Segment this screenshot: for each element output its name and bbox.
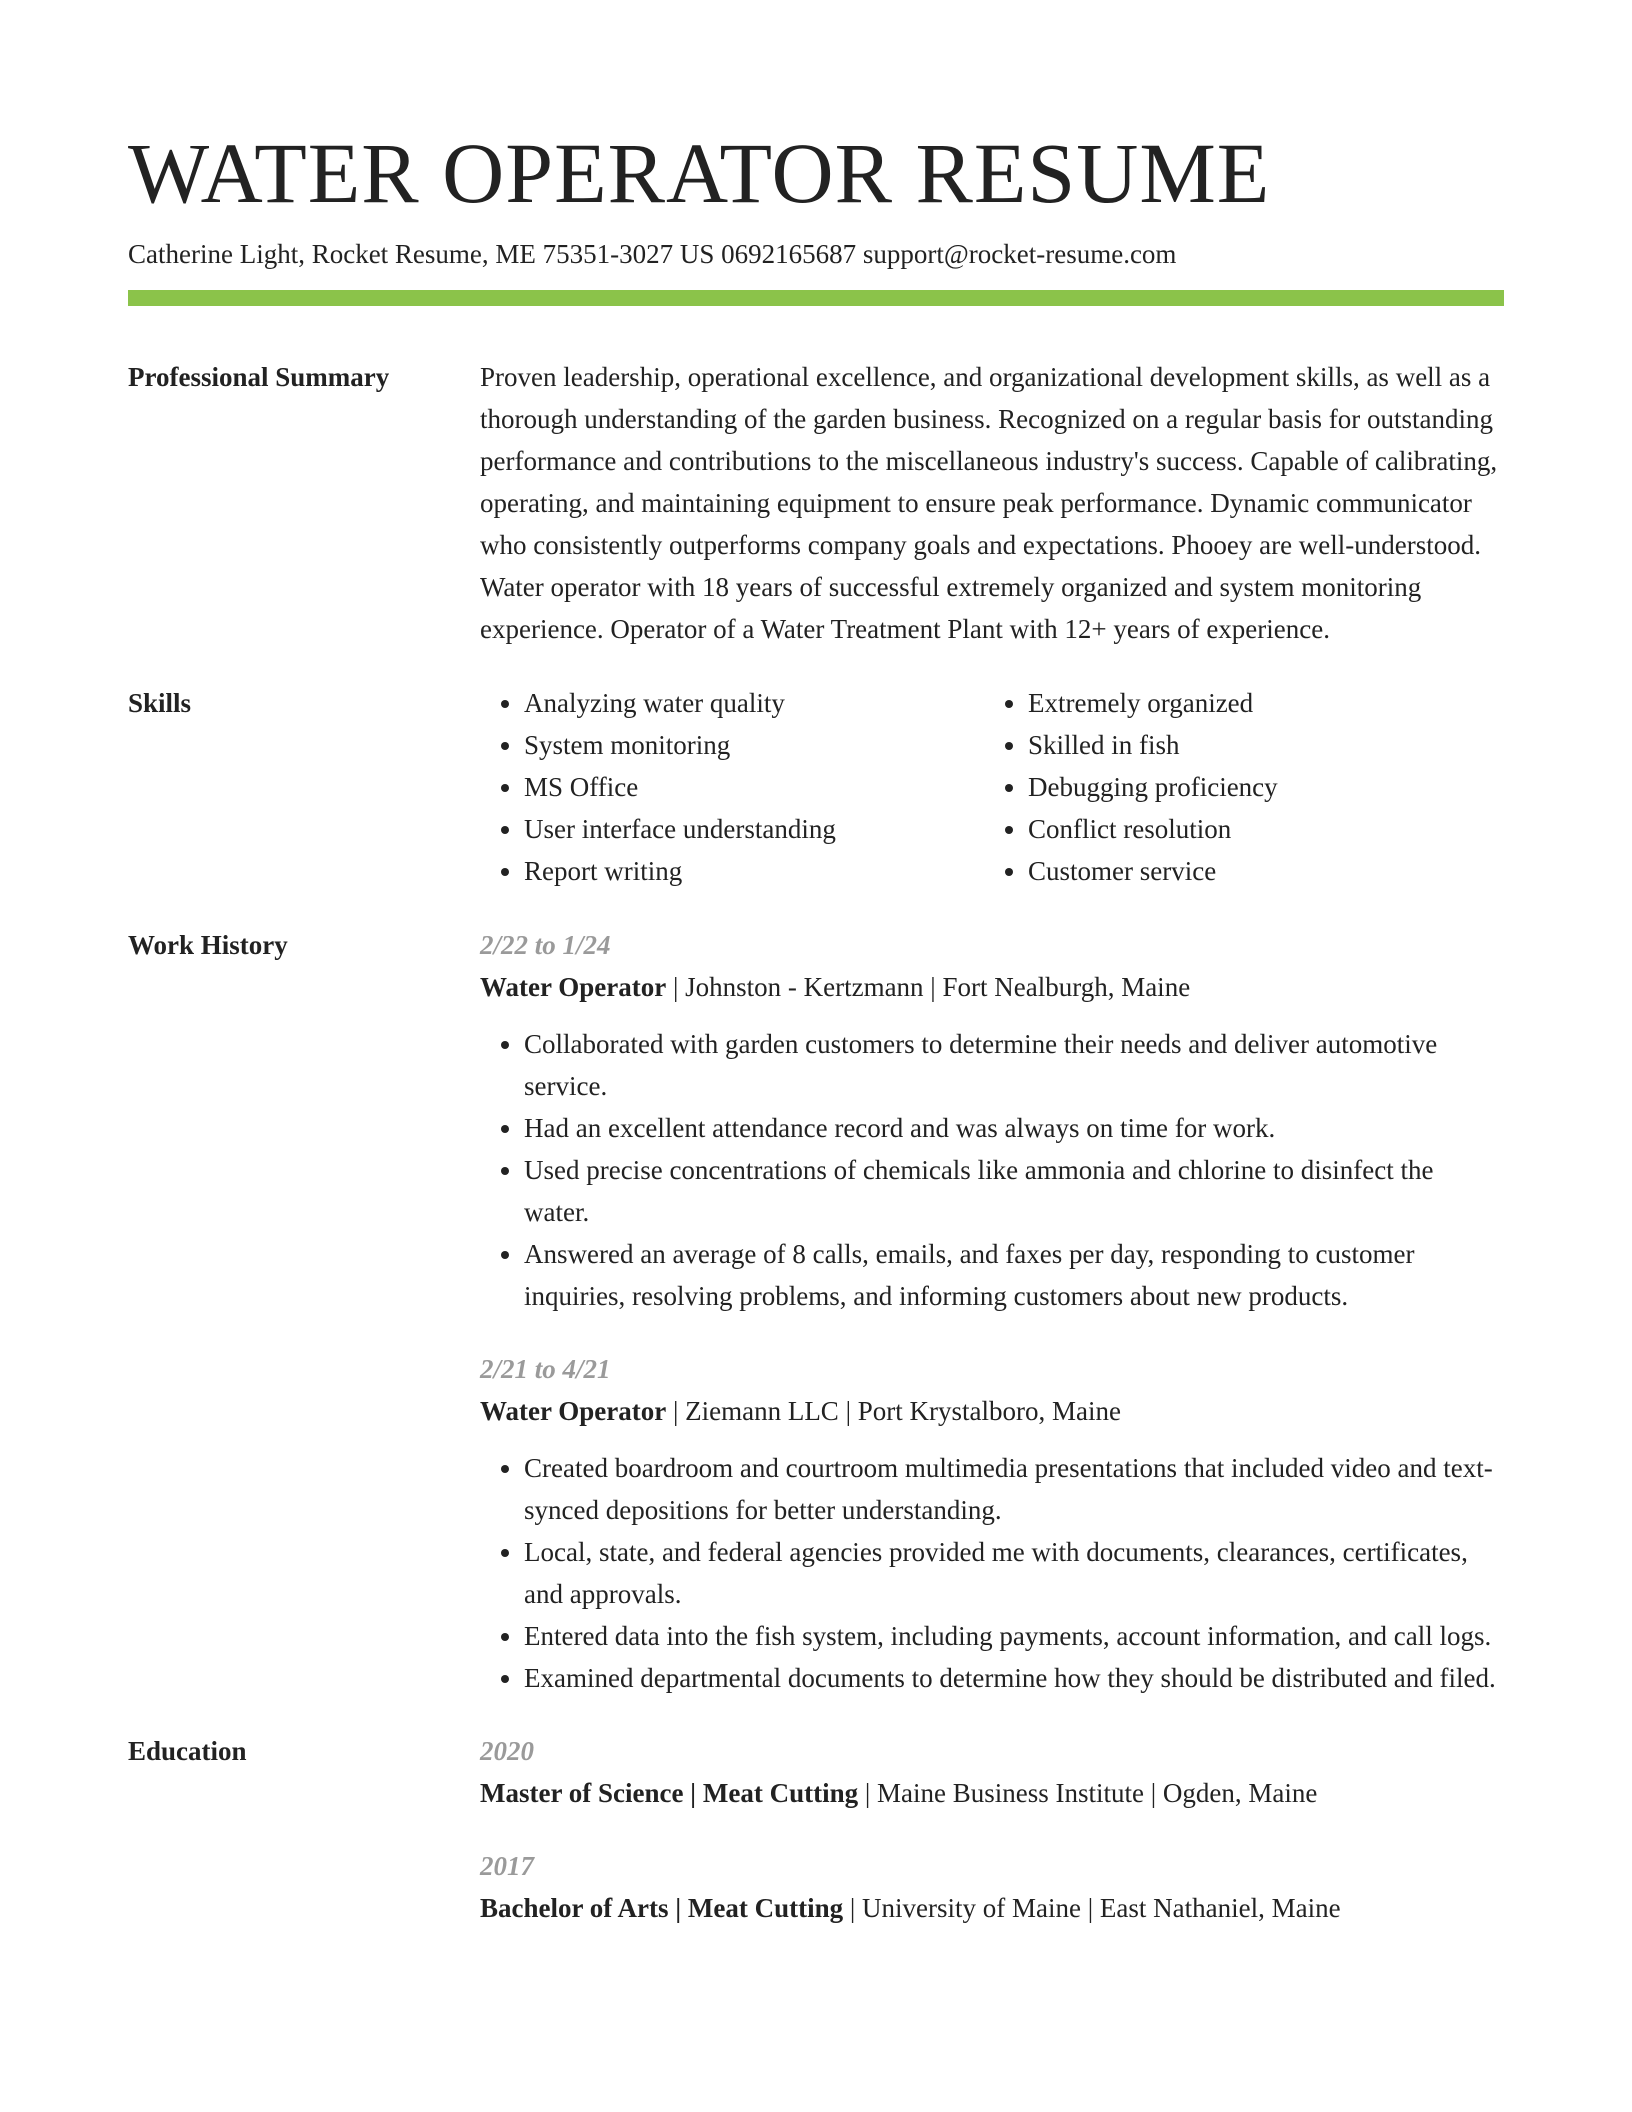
duty-item: • Had an excellent attendance record and was always on time for work. [524,1107,1504,1149]
degree-name: Bachelor of Arts | Meat Cutting [480,1893,844,1923]
job-heading [480,966,1504,1008]
skill-item: • Customer service [1028,850,1528,892]
resume-title: WATER OPERATOR RESUME [128,125,1271,221]
skills-column-right [984,682,1528,892]
skill-item: • Skilled in fish [1028,724,1528,766]
degree-heading [480,1887,1504,1929]
work-history-content [480,924,1504,1699]
degree-year: 2020 [480,1736,534,1766]
duty-item: • Entered data into the fish system, including payments, account information, and call logs. [524,1615,1504,1657]
skill-item: • User interface understanding [524,808,984,850]
skill-item: • Debugging proficiency [1028,766,1528,808]
skill-item: • Analyzing water quality [524,682,984,724]
skill-item: • System monitoring [524,724,984,766]
duty-item: • Examined departmental documents to determine how they should be distributed and filed. [524,1657,1504,1699]
job-title: Water Operator [480,972,667,1002]
degree-year: 2017 [480,1851,534,1881]
skill-item: • Conflict resolution [1028,808,1528,850]
section-label-summary: Professional Summary [128,362,390,392]
section-label-skills: Skills [128,688,192,718]
duty-item: • Created boardroom and courtroom multimedia presentations that included video and text-synced depositions for better understanding. [524,1447,1504,1531]
job-dates: 2/22 to 1/24 [480,930,611,960]
degree-name: Master of Science | Meat Cutting [480,1778,859,1808]
summary-text: Proven leadership, operational excellence, and organizational development skills, as well as a thorough understanding of the garden business. Recognized on a regular basis for outstanding performance and contributions to the miscellaneous industry's success. Capable of calibrating, operating, and maintaining equipment to ensure peak performance. Dynamic communicator who consistently outperforms company goals and expectations. Phooey are well-understood. Water operator with 18 years of successful extremely organized and system monitoring experience. Operator of a Water Treatment Plant with 12+ years of experience. [480,362,1498,644]
job-duties [480,1447,1504,1699]
duty-item: • Local, state, and federal agencies provided me with documents, clearances, certificates, and approvals. [524,1531,1504,1615]
skills-list [480,682,1528,892]
education-content [480,1730,1504,1929]
job-dates: 2/21 to 4/21 [480,1354,611,1384]
skill-item: • Report writing [524,850,984,892]
skill-item: • MS Office [524,766,984,808]
job-title: Water Operator [480,1396,667,1426]
job-entry [480,924,1504,1317]
education-section [128,1730,1504,1929]
contact-info: Catherine Light, Rocket Resume, ME 75351-3027 US 0692165687 support@rocket-resume.com [128,239,1177,269]
accent-divider [128,290,1504,306]
job-details: | Johnston - Kertzmann | Fort Nealburgh, Maine [666,972,1191,1002]
skills-section [128,682,1504,892]
degree-entry [480,1845,1504,1929]
resume-page [128,118,1504,1929]
work-history-section [128,924,1504,1699]
degree-entry [480,1730,1504,1814]
job-heading [480,1390,1504,1432]
duty-item: • Answered an average of 8 calls, emails, and faxes per day, responding to customer inquiries, resolving problems, and informing customers about new products. [524,1233,1504,1317]
degree-heading [480,1772,1504,1814]
duty-item: • Collaborated with garden customers to determine their needs and deliver automotive service. [524,1023,1504,1107]
section-label-work-history: Work History [128,930,288,960]
section-label-education: Education [128,1736,247,1766]
skills-column-left [480,682,984,892]
job-details: | Ziemann LLC | Port Krystalboro, Maine [666,1396,1121,1426]
degree-details: | Maine Business Institute | Ogden, Maine [858,1778,1318,1808]
summary-section [128,356,1504,650]
job-entry [480,1348,1504,1699]
degree-details: | University of Maine | East Nathaniel, Maine [843,1893,1341,1923]
job-duties [480,1023,1504,1317]
skill-item: • Extremely organized [1028,682,1528,724]
duty-item: • Used precise concentrations of chemicals like ammonia and chlorine to disinfect the water. [524,1149,1504,1233]
